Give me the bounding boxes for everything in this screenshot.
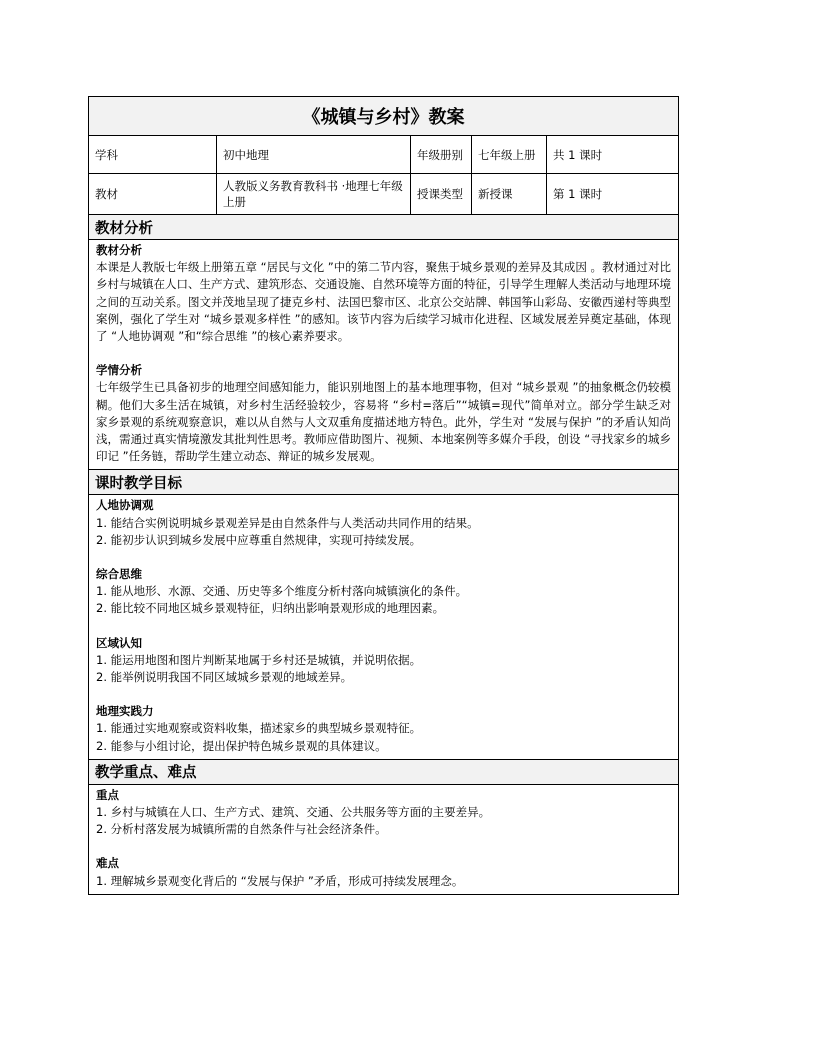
document-title: 《城镇与乡村》教案 [89,97,678,136]
lesson-type-value: 新授课 [472,174,547,215]
focus-item: 2. 分析村落发展为城镇所需的自然条件与社会经济条件。 [96,822,387,837]
textbook-value: 人教版义务教育教科书 ·地理七年级上册 [217,174,411,215]
goal-item: 2. 能比较不同地区城乡景观特征，归纳出影响景观形成的地理因素。 [96,601,445,616]
grade-value: 七年级上册 [472,136,547,174]
lesson-number-value: 第 1 课时 [547,174,678,215]
goal-group-title: 人地协调观 [96,498,154,513]
subject-value: 初中地理 [217,136,411,174]
goals-heading: 课时教学目标 [89,470,678,495]
lesson-plan-sheet [88,96,679,895]
focus-title: 重点 [96,787,119,802]
meta-table [89,136,678,215]
keypoints-body [89,785,678,894]
goal-item: 1. 能从地形、水源、交通、历史等多个维度分析村落向城镇演化的条件。 [96,584,468,599]
difficulty-title: 难点 [96,856,119,871]
goal-group-title: 综合思维 [96,567,142,582]
student-analysis-text: 七年级学生已具备初步的地理空间感知能力，能识别地图上的基本地理事物，但对 “城乡景观 ”的抽象概念仍较模糊。他们大多生活在城镇，对乡村生活经验较少，容易将 “乡村=落后”“城镇=现代”简单对立。部分学生缺乏对家乡景观的系统观察意识，难以从自然与人文双重角度描述地方特色。此外，学生对 “发展与保护 ”的矛盾认知尚浅，需通过真实情境激发其批判性思考。教师应借助图片、视频、本地案例等多媒介手段，创设 “寻找家乡的城乡印记 ”任务链，帮助学生建立动态、辩证的城乡发展观。 [96,380,671,464]
student-analysis-subtitle: 学情分析 [96,363,142,378]
goal-item: 1. 能通过实地观察或资料收集，描述家乡的典型城乡景观特征。 [96,721,422,736]
analysis-body [89,240,678,470]
goal-group-title: 区域认知 [96,635,142,650]
grade-label: 年级册别 [411,136,472,174]
focus-item: 1. 乡村与城镇在人口、生产方式、建筑、交通、公共服务等方面的主要差异。 [96,805,491,820]
difficulty-item: 1. 理解城乡景观变化背后的 “发展与保护 ”矛盾，形成可持续发展理念。 [96,873,464,888]
goals-body [89,495,678,759]
goal-item: 1. 能运用地图和图片判断某地属于乡村还是城镇，并说明依据。 [96,652,422,667]
goal-item: 2. 能举例说明我国不同区域城乡景观的地域差异。 [96,670,353,685]
goal-item: 2. 能初步认识到城乡发展中应尊重自然规律，实现可持续发展。 [96,532,422,547]
goal-item: 2. 能参与小组讨论，提出保护特色城乡景观的具体建议。 [96,738,387,753]
lesson-type-label: 授课类型 [411,174,472,215]
hours-value: 共 1 课时 [547,136,678,174]
goal-group-title: 地理实践力 [96,704,154,719]
textbook-label: 教材 [89,174,217,215]
subject-label: 学科 [89,136,217,174]
keypoints-heading: 教学重点、难点 [89,760,678,785]
goal-item: 1. 能结合实例说明城乡景观差异是由自然条件与人类活动共同作用的结果。 [96,515,479,530]
analysis-heading: 教材分析 [89,215,678,240]
textbook-analysis-text: 本课是人教版七年级上册第五章 “居民与文化 ”中的第二节内容，聚焦于城乡景观的差异及其成因 。教材通过对比乡村与城镇在人口、生产方式、建筑形态、交通设施、自然环境等方面的特征，引导学生理解人类活动与地理环境之间的互动关系。图文并茂地呈现了捷克乡村、法国巴黎市区、北京公交站牌、韩国筝山彩岛、安徽西递村等典型案例，强化了学生对 “城乡景观多样性 ”的感知。该节内容为后续学习城市化进程、区域发展差异奠定基础，体现了 “人地协调观 ”和“综合思维 ”的核心素养要求。 [96,260,671,344]
textbook-analysis-subtitle: 教材分析 [96,243,142,257]
